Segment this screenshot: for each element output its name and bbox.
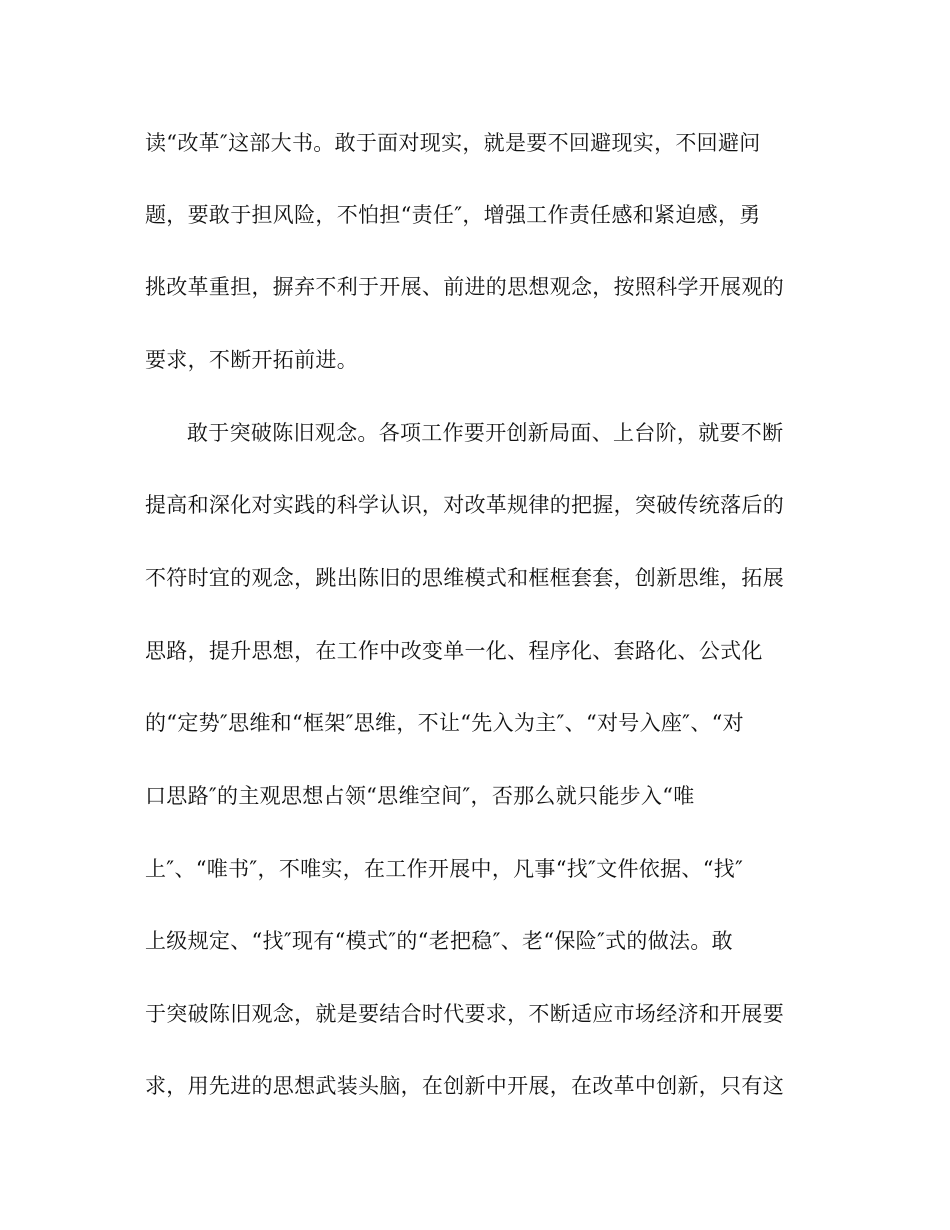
text-line: 思路，提升思想，在工作中改变单一化、程序化、套路化、公式化 [145, 639, 763, 663]
text-line: 上″、“唯书″，不唯实，在工作开展中，凡事“找″文件依据、“找″ [145, 857, 744, 881]
paragraph-first-line: 敢于突破陈旧观念。各项工作要开创新局面、上台阶，就要不断 [187, 421, 784, 445]
text-line: 于突破陈旧观念，就是要结合时代要求，不断适应市场经济和开展要 [145, 1002, 784, 1026]
text-line: 读“改革″这部大书。敢于面对现实，就是要不回避现实，不回避问 [145, 131, 761, 155]
text-line: 题，要敢于担风险，不怕担“责任″，增强工作责任感和紧迫感，勇 [145, 203, 761, 227]
text-line: 要求，不断开拓前进。 [145, 348, 358, 372]
text-line: 的“定势″思维和“框架″思维，不让“先入为主″、“对号入座″、“对 [145, 711, 744, 735]
text-line: 口思路″的主观思想占领“思维空间″，否那么就只能步入“唯 [145, 784, 695, 808]
text-line: 上级规定、“找″现有“模式″的“老把稳″、老“保险″式的做法。敢 [145, 929, 733, 953]
text-line: 提高和深化对实践的科学认识，对改革规律的把握，突破传统落后的 [145, 493, 784, 517]
text-line: 求，用先进的思想武装头脑，在创新中开展，在改革中创新，只有这 [145, 1074, 784, 1098]
text-line: 挑改革重担，摒弃不利于开展、前进的思想观念，按照科学开展观的 [145, 275, 784, 299]
text-line: 不符时宜的观念，跳出陈旧的思维模式和框框套套，创新思维，拓展 [145, 566, 784, 590]
